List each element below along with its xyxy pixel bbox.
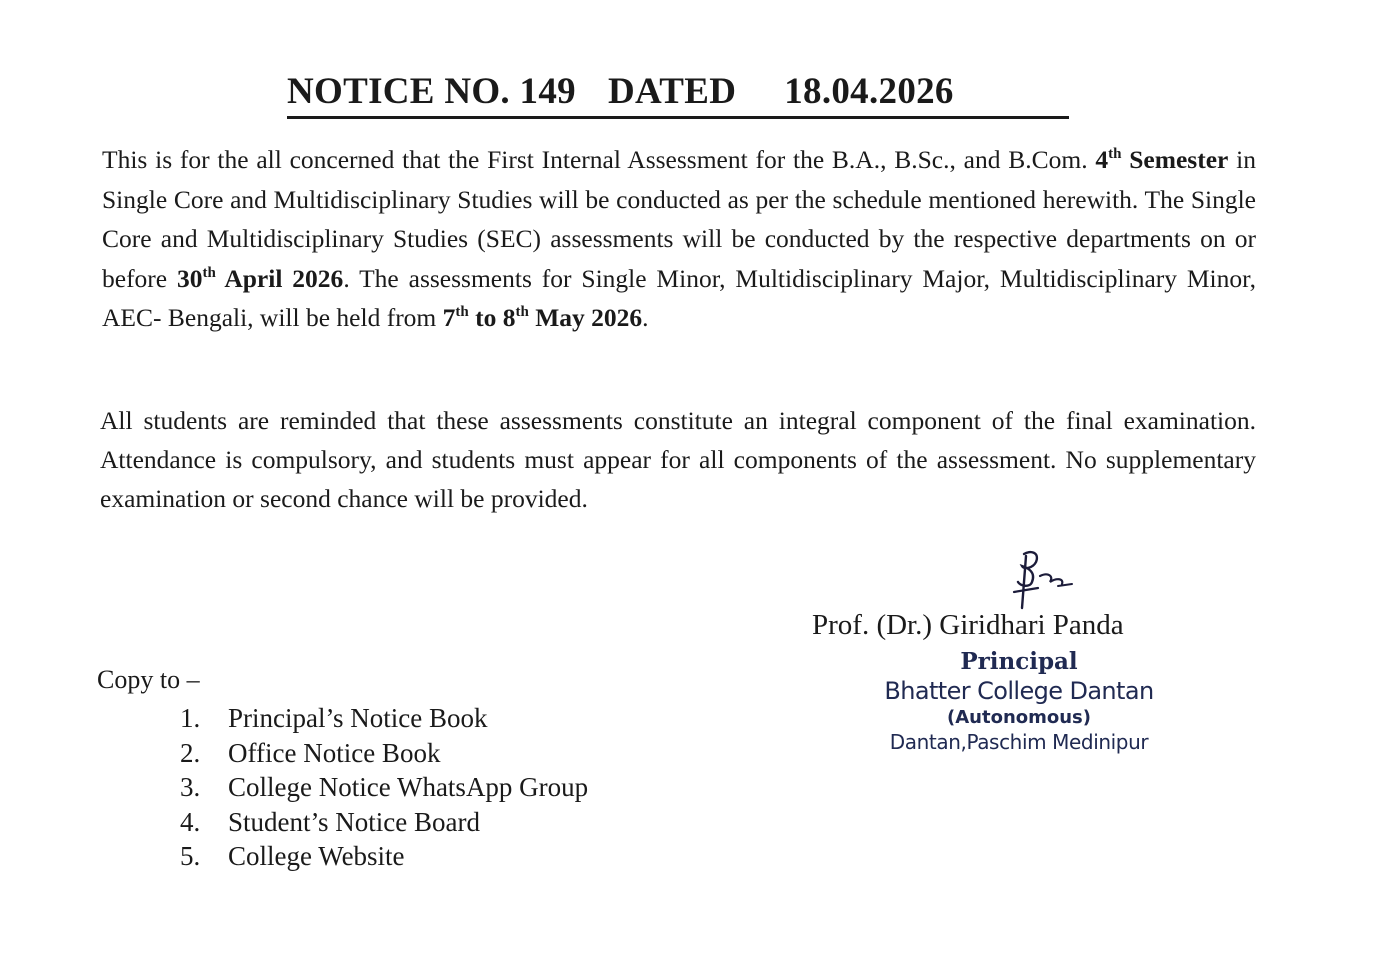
list-item-text: Principal’s Notice Book: [228, 703, 488, 733]
para1-end-month-year: May 2026: [528, 303, 643, 332]
para1-to-word: to: [468, 303, 497, 332]
list-item: [180, 736, 588, 771]
para1-semester-number: 4: [1095, 145, 1109, 174]
para1-semester-suffix: th: [1108, 146, 1122, 162]
list-item-text: Student’s Notice Board: [228, 806, 480, 837]
para1-deadline-suffix: th: [202, 264, 216, 281]
notice-title: [287, 70, 1069, 119]
para1-text-2: in Single Core and Multidisciplinary Studies will be conducted as per the schedule mentioned herewith. The Single Core and Multidisciplinary Studies (SEC) assessments will be conducted by the respective departments on or before: [102, 145, 1256, 293]
list-item: [180, 839, 588, 874]
stamp-status: (Autonomous): [947, 707, 1091, 728]
notice-date: 18.04.2026: [784, 71, 954, 112]
para1-deadline-day: 30: [177, 263, 203, 293]
official-stamp: [856, 647, 1182, 753]
list-item-text: College Website: [228, 841, 405, 871]
signature-icon: [1010, 548, 1080, 610]
stamp-role: Principal: [960, 648, 1078, 675]
list-item: [180, 805, 588, 840]
para1-start-day: 7: [442, 303, 456, 332]
notice-body-paragraph-1: [102, 140, 1256, 338]
para1-end-day: 8: [502, 303, 516, 332]
list-item: [180, 770, 588, 805]
stamp-place: Dantan,Paschim Medinipur: [889, 730, 1149, 754]
list-item-number: 3.: [180, 772, 201, 802]
list-item-number: 5.: [180, 841, 201, 871]
list-item-number: 4.: [180, 806, 201, 837]
list-item-number: 2.: [180, 737, 201, 768]
signatory-name: Prof. (Dr.) Giridhari Panda: [812, 609, 1124, 641]
list-item-number: 1.: [180, 703, 201, 733]
notice-number: NOTICE NO. 149: [287, 71, 576, 112]
para1-text-3: . The assessments for Single Minor, Multidisciplinary Major, Multidisciplinary Minor, AEC- Bengali, will be held from: [102, 263, 1256, 332]
para1-semester-word: Semester: [1121, 145, 1229, 174]
copy-to-label: Copy to –: [97, 665, 200, 694]
para1-period: .: [642, 303, 649, 332]
list-item: [180, 701, 588, 736]
para1-deadline-month-year: April 2026: [215, 263, 344, 293]
list-item-text: Office Notice Book: [228, 737, 441, 768]
para1-end-suffix: th: [515, 304, 529, 320]
stamp-college: Bhatter College Dantan: [884, 677, 1154, 705]
notice-body-paragraph-2: All students are reminded that these assessments constitute an integral component of the final examination. Attendance is compulsory, and students must appear for all components of the assessment. No supplementary examination or second chance will be provided.: [100, 406, 1256, 513]
para1-start-suffix: th: [455, 304, 469, 320]
copy-to-list: [180, 701, 588, 874]
dated-label: DATED: [607, 71, 737, 112]
para1-text-1: This is for the all concerned that the First Internal Assessment for the B.A., B.Sc., and B.Com.: [102, 145, 1096, 174]
list-item-text: College Notice WhatsApp Group: [228, 772, 589, 802]
